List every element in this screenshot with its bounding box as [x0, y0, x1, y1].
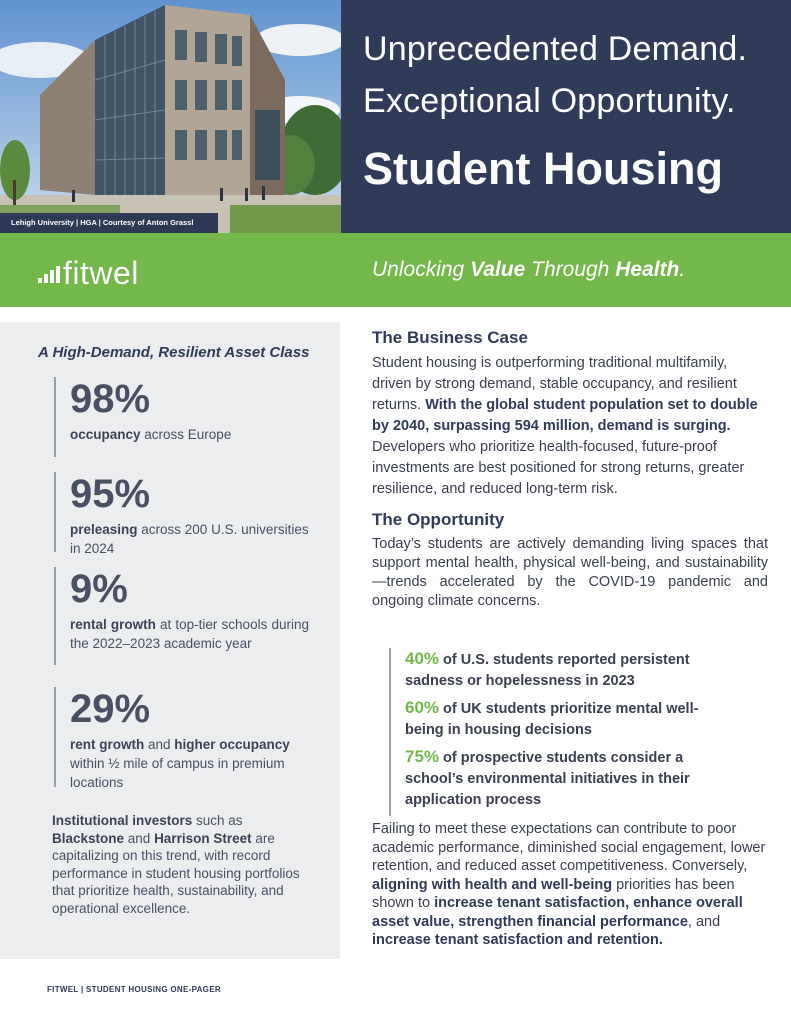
headline-line-1: Unprecedented Demand. — [363, 30, 748, 68]
list-item: 60% of UK students prioritize mental well-being in housing decisions — [405, 698, 699, 738]
stat-item — [54, 567, 309, 665]
stat-description: rental growth at top-tier schools during the 2022–2023 academic year — [70, 617, 309, 651]
business-case-text: Student housing is outperforming traditional multifamily, driven by strong demand, stable occupancy, and resilient returns. With the global student population set to double by 2040, surpassing 594 million, demand is surging. Developers who prioritize health-focused, future-proof investments are best positioned for strong returns, greater resilience, and reduced long-term risk. — [372, 355, 758, 497]
stat-description: preleasing across 200 U.S. universities in 2024 — [70, 522, 309, 556]
opportunity-heading: The Opportunity — [372, 510, 505, 529]
stats-sidebar — [0, 322, 340, 959]
stat-value: 29% — [70, 687, 151, 731]
stat-value: 98% — [70, 377, 151, 421]
stat-item — [54, 377, 309, 457]
main-content — [372, 328, 768, 611]
stat-value: 9% — [70, 567, 128, 611]
stat-description: occupancy across Europe — [70, 427, 232, 442]
fitwel-logo-mark-icon — [38, 266, 60, 283]
opportunity-stats-list — [389, 648, 719, 816]
fitwel-logo — [38, 253, 139, 289]
hero-title-block — [341, 0, 791, 233]
headline-line-2: Exceptional Opportunity. — [363, 82, 736, 120]
stat-description: rent growth and higher occupancy within ½ mile of campus in premium locations — [70, 737, 290, 790]
opportunity-text: Today’s students are actively demanding living spaces that support mental health, physical well-being, and sustainability—trends accelerated by the COVID-19 pandemic and ongoing climate concerns. — [372, 536, 768, 609]
business-case-heading: The Business Case — [372, 328, 528, 347]
building-photo-illustration — [0, 0, 341, 233]
stat-item — [54, 472, 309, 556]
sidebar-title: A High-Demand, Resilient Asset Class — [38, 344, 310, 361]
stat-value: 95% — [70, 472, 151, 516]
logo-wordmark: fitwel — [63, 255, 139, 291]
hero-photo — [0, 0, 341, 233]
page-footer: FITWEL | STUDENT HOUSING ONE-PAGER — [47, 985, 221, 994]
investors-note: Institutional investors such as Blackstone and Harrison Street are capitalizing on this trend, with record performance in student housing portfolios that prioritize health, sustainability, and operational excellence. — [52, 813, 300, 916]
list-item: 75% of prospective students consider a school’s environmental initiatives in their application process — [405, 747, 690, 808]
stat-item — [54, 687, 309, 790]
list-item: 40% of U.S. students reported persistent sadness or hopelessness in 2023 — [405, 649, 690, 689]
headline-line-3: Student Housing — [363, 143, 723, 194]
tagline: Unlocking Value Through Health. — [372, 258, 686, 281]
photo-caption: Lehigh University | HGA | Courtesy of Anton Grassl — [0, 213, 218, 233]
closing-paragraph: Failing to meet these expectations can contribute to poor academic performance, diminished social engagement, lower retention, and reduced asset competitiveness. Conversely, aligning with health and well-being priorities has been shown to increase tenant satisfaction, enhance overall asset value, strengthen financial performance, and increase tenant satisfaction and retention. — [372, 821, 766, 948]
brand-bar — [0, 233, 791, 307]
